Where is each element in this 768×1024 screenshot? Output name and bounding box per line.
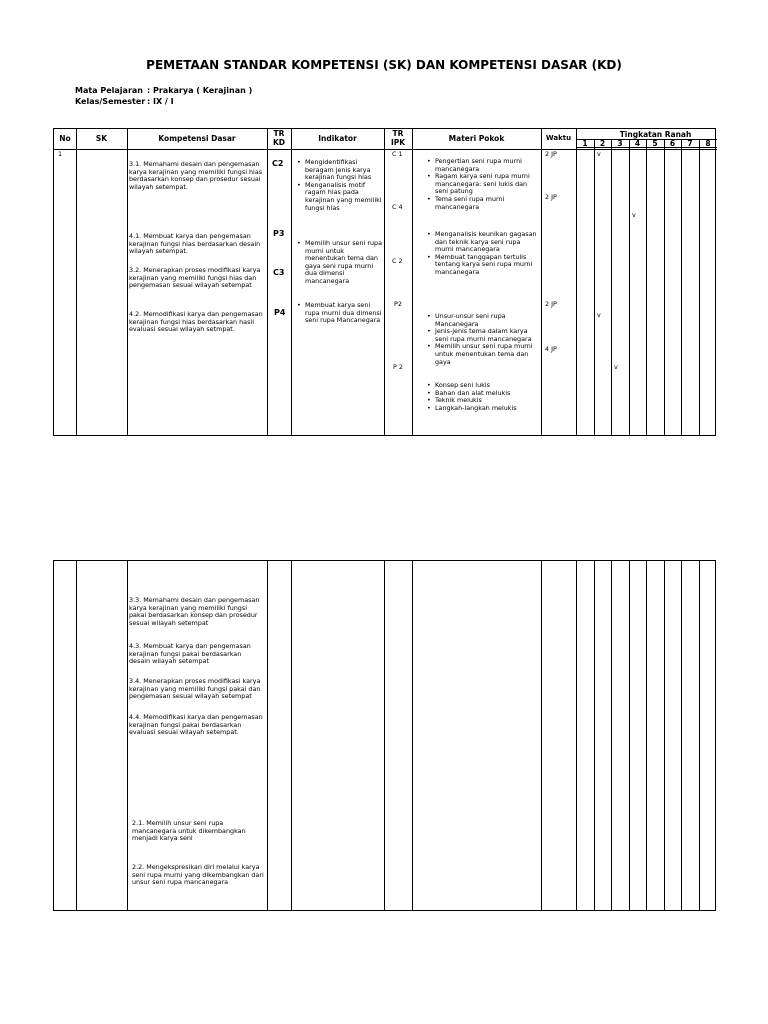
mapel-label: Mata Pelajaran	[75, 86, 143, 95]
materi-item: • Tema seni rupa murni mancanegara	[435, 196, 538, 211]
level-6: 6	[669, 139, 676, 148]
kd-extra-item: 2.1. Memilih unsur seni rupa mancanegara untuk dikembangkan menjadi karya seni	[132, 819, 246, 843]
materi-item: • Menganalisis keunikan gagasan dan teknik karya seni rupa murni mancanegara	[435, 231, 538, 254]
header-indikator: Indikator	[318, 134, 357, 143]
kd-item: 3.3. Memahami desain dan pengemasan karya kerajinan yang memiliki fungsi pakai berdasarkan konsep dan prosedur sesuai wilayah setempat	[129, 596, 260, 627]
indikator-item: • Membuat karya seni rupa murni dua dimensi seni rupa Mancanegara	[305, 302, 382, 325]
materi-item: • Jenis-jenis tema dalam karya seni rupa murni mancanegara	[435, 328, 538, 343]
indikator-group-c	[296, 302, 382, 325]
header-ranah: Tingkatan Ranah	[619, 130, 692, 139]
materi-item: • Pengertian seni rupa murni mancanegara	[435, 158, 538, 173]
mapping-table-2	[53, 560, 716, 911]
tripk-value: C 4	[392, 203, 403, 211]
trkd-value: P4	[274, 308, 286, 317]
kd-item: 4.1. Membuat karya dan pengemasan kerajinan fungsi hias berdasarkan desain wilayah setempat.	[129, 232, 261, 256]
waktu-value: 2 JP	[545, 300, 557, 308]
trkd-value: C3	[273, 268, 285, 277]
kd-extra-item: 2.2. Mengekspresikan diri melalui karya seni rupa murni yang dikembangkan dari unsur seni rupa mancanegara	[132, 863, 264, 887]
header-waktu: Waktu	[545, 134, 572, 142]
row-number: 1	[58, 150, 63, 158]
kd-item: 4.4. Memodifikasi karya dan pengemasan kerajinan fungsi pakai berdasarkan evaluasi sesuai wilayah setempat.	[129, 713, 263, 737]
level-1: 1	[582, 139, 588, 148]
waktu-value: 4 JP	[545, 345, 557, 353]
level-4: 4	[634, 139, 641, 148]
meta-kelas	[75, 97, 174, 106]
materi-item: • Bahan dan alat melukis	[435, 390, 538, 398]
header-no: No	[59, 134, 71, 143]
mapel-value: : Prakarya ( Kerajinan )	[147, 86, 253, 95]
level-3: 3	[617, 139, 623, 148]
header-trkd: TR KD	[272, 129, 286, 147]
materi-item: • Konsep seni lukis	[435, 382, 538, 390]
materi-item: • Teknik melukis	[435, 397, 538, 405]
kd-item: 3.1. Memahami desain dan pengemasan karya kerajinan yang memiliki fungsi hias berdasarkan konsep dan prosedur sesuai wilayah setempat.	[129, 160, 263, 191]
mapping-table-1	[53, 128, 716, 436]
indikator-group-b	[296, 240, 382, 286]
materi-group-b	[426, 231, 538, 277]
page-title: PEMETAAN STANDAR KOMPETENSI (SK) DAN KOMPETENSI DASAR (KD)	[146, 58, 622, 72]
header-materi: Materi Pokok	[448, 134, 505, 143]
header-tripk: TR IPK	[390, 129, 406, 147]
ranah-check: v	[597, 150, 601, 158]
materi-item: • Memilih unsur seni rupa murni untuk menentukan tema dan gaya	[435, 343, 538, 366]
waktu-value: 2 JP	[545, 150, 557, 158]
kd-item: 4.3. Membuat karya dan pengemasan kerajinan fungsi pakai berdasarkan desain wilayah setempat	[129, 642, 251, 666]
level-7: 7	[687, 139, 693, 148]
indikator-item: • Memilih unsur seni rupa murni untuk menentukan tema dan gaya seni rupa murni dua dimensi mancanegara	[305, 240, 382, 286]
ranah-check: v	[632, 211, 636, 219]
meta-mapel	[75, 86, 252, 95]
kelas-value: : IX / I	[147, 97, 174, 106]
waktu-value: 2 JP	[545, 193, 557, 201]
materi-item: • Membuat tanggapan tertulis tentang karya seni rupa murni mancanegara	[435, 254, 538, 277]
materi-group-d	[426, 382, 538, 412]
kelas-label: Kelas/Semester	[75, 97, 146, 106]
tripk-value: C 2	[392, 257, 403, 265]
kd-item: 4.2. Memodifikasi karya dan pengemasan kerajinan fungsi hias berdasarkan hasil evaluasi sesuai wilayah setmpat.	[129, 310, 263, 334]
materi-group-a	[426, 158, 538, 211]
tripk-value: P2	[394, 300, 402, 308]
kd-item: 3.2. Menerapkan proses modifikasi karya kerajinan yang memiliki fungsi hias dan pengemasan sesuai wilayah setempat	[129, 266, 261, 290]
tripk-value: P 2	[393, 363, 403, 371]
materi-group-c	[426, 313, 538, 366]
trkd-value: C2	[272, 159, 284, 168]
level-2: 2	[599, 139, 606, 148]
kd-item: 3.4. Menerapkan proses modifikasi karya kerajinan yang memiliki fungsi pakai dan pengemasan sesuai wilayah setempat	[129, 677, 261, 701]
ranah-check: v	[597, 311, 601, 319]
materi-item: • Ragam karya seni rupa murni mancanegara: seni lukis dan seni patung	[435, 173, 538, 196]
trkd-value: P3	[273, 229, 285, 238]
level-8: 8	[705, 139, 711, 148]
materi-item: • Unsur-unsur seni rupa Mancanegara	[435, 313, 538, 328]
indikator-item: • Menganalisis motif ragam hias pada kerajinan yang memiliki fungsi hias	[305, 182, 382, 212]
level-5: 5	[652, 139, 658, 148]
ranah-check: v	[614, 363, 618, 371]
indikator-item: • Mengidentifikasi beragam jenis karya kerajinan fungsi hias	[305, 159, 382, 182]
header-kd: Kompetensi Dasar	[158, 134, 236, 143]
materi-item: • Langkah-langkah melukis	[435, 405, 538, 413]
header-sk: SK	[95, 134, 108, 143]
tripk-value: C 1	[392, 150, 403, 158]
indikator-group-a	[296, 159, 382, 212]
